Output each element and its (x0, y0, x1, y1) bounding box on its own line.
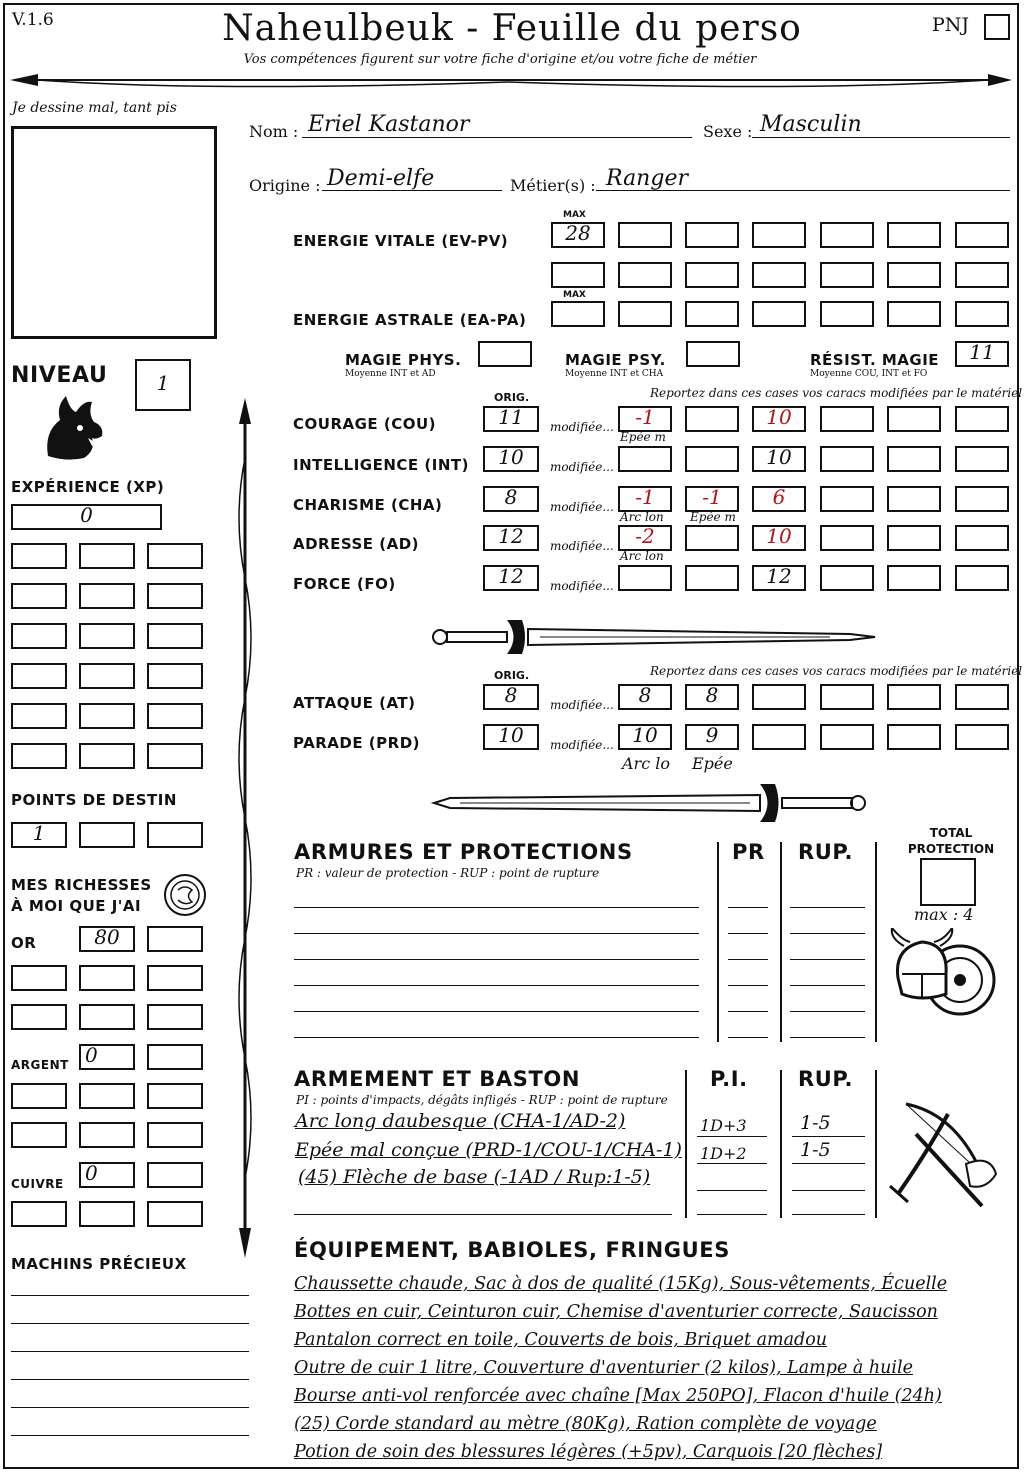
ea-box[interactable] (955, 301, 1009, 327)
sword-icon (430, 612, 880, 662)
ev-box[interactable] (820, 262, 874, 288)
attaque-mod-box[interactable] (887, 684, 941, 710)
carac-label: FORCE (FO) (293, 575, 396, 593)
armor-line[interactable] (294, 933, 699, 934)
resist-magie-box[interactable]: 11 (955, 341, 1009, 367)
niveau-label: NIVEAU (11, 363, 108, 388)
helmet-shield-icon (888, 928, 998, 1023)
metier-line (596, 190, 1010, 191)
total-protection-label: TOTAL (929, 826, 973, 840)
modifie-label: modifiée... (550, 738, 614, 752)
carac-orig-box[interactable]: 12 (483, 525, 539, 551)
carac-mod-box[interactable] (820, 486, 874, 512)
cuivre-box[interactable] (79, 1201, 135, 1227)
weapons-divider (685, 1070, 687, 1218)
carac-mod-box[interactable]: -1 (618, 406, 672, 432)
weapons-pi-label: P.I. (710, 1067, 748, 1091)
equipment-title: ÉQUIPEMENT, BABIOLES, FRINGUES (294, 1238, 730, 1262)
weapon-rup-line (792, 1190, 865, 1191)
xp-box[interactable] (147, 703, 203, 729)
carac-mod-box[interactable]: 12 (752, 565, 806, 591)
armor-rup-label: RUP. (798, 840, 854, 864)
weapon-line[interactable] (294, 1214, 672, 1215)
combat-note: Arc lo (622, 754, 670, 773)
armor-pr-line[interactable] (728, 1011, 768, 1012)
modifie-label: modifiée... (550, 420, 614, 434)
ev-box[interactable] (618, 262, 672, 288)
modifie-label: modifiée... (550, 500, 614, 514)
argent-box[interactable] (147, 1083, 203, 1109)
armor-line[interactable] (294, 1037, 699, 1038)
or-box[interactable] (79, 1004, 135, 1030)
attaque-mod-box[interactable]: 8 (618, 684, 672, 710)
armor-line[interactable] (294, 959, 699, 960)
version-label: V.1.6 (12, 10, 54, 30)
attaque-mod-box[interactable]: 8 (685, 684, 739, 710)
header-spear-divider (8, 66, 1016, 94)
total-protection-box[interactable] (920, 858, 976, 906)
armor-pr-line[interactable] (728, 985, 768, 986)
precious-line[interactable] (11, 1379, 249, 1380)
ev-box[interactable] (955, 262, 1009, 288)
weapons-divider (780, 1070, 782, 1218)
carac-mod-box[interactable] (685, 525, 739, 551)
crossed-weapons-icon (886, 1094, 998, 1214)
carac-mod-box[interactable] (820, 406, 874, 432)
precious-line[interactable] (11, 1407, 249, 1408)
ev-box[interactable] (955, 222, 1009, 248)
portrait-caption: Je dessine mal, tant pis (12, 100, 177, 116)
modifie-label: modifiée... (550, 460, 614, 474)
carac-mod-box[interactable] (887, 525, 941, 551)
sexe-label: Sexe : (703, 122, 753, 141)
ev-box[interactable] (820, 222, 874, 248)
armor-divider (875, 842, 877, 1042)
xp-box[interactable] (147, 583, 203, 609)
magie-phys-sub: Moyenne INT et AD (345, 369, 436, 379)
carac-mod-box[interactable] (618, 565, 672, 591)
armor-pr-label: PR (732, 840, 765, 864)
caracs-report-note: Reportez dans ces cases vos caracs modifiées par le matériel (650, 386, 1023, 400)
armor-pr-line[interactable] (728, 933, 768, 934)
equipment-line[interactable]: Bourse anti-vol renforcée avec chaîne [Max 250PO], Flacon d'huile (24h) (294, 1386, 942, 1406)
portrait-frame[interactable] (11, 126, 217, 339)
equipment-line[interactable]: Chaussette chaude, Sac à dos de qualité (15Kg), Sous-vêtements, Écuelle (294, 1274, 948, 1294)
carac-mod-box[interactable] (887, 486, 941, 512)
xp-box[interactable] (79, 543, 135, 569)
ea-max-box[interactable] (551, 301, 605, 327)
destin-box[interactable]: 1 (11, 822, 67, 848)
ev-box[interactable] (685, 222, 739, 248)
weapons-divider (875, 1070, 877, 1218)
or-box[interactable] (79, 965, 135, 991)
or-box[interactable]: 80 (79, 926, 135, 952)
xp-box[interactable] (79, 623, 135, 649)
armor-line[interactable] (294, 907, 699, 908)
or-label: OR (11, 934, 37, 952)
carac-label: ADRESSE (AD) (293, 535, 420, 553)
carac-mod-box[interactable] (685, 446, 739, 472)
ev-box[interactable] (752, 222, 806, 248)
carac-label: COURAGE (COU) (293, 415, 437, 433)
armor-line[interactable] (294, 985, 699, 986)
argent-label: ARGENT (11, 1058, 69, 1072)
equipment-line[interactable]: Potion de soin des blessures légères (+5pv), Carquois [20 flèches] (294, 1442, 883, 1462)
weapon-pi-line (697, 1136, 767, 1137)
armor-line[interactable] (294, 1011, 699, 1012)
weapons-title: ARMEMENT ET BASTON (294, 1067, 581, 1091)
destin-box[interactable] (147, 822, 203, 848)
total-protection-label: PROTECTION (907, 842, 995, 856)
cuivre-box[interactable]: 0 (79, 1162, 135, 1188)
equipment-line[interactable]: (25) Corde standard au mètre (80Kg), Ration complète de voyage (294, 1414, 877, 1434)
parade-mod-box[interactable]: 10 (618, 724, 672, 750)
destin-label: POINTS DE DESTIN (11, 791, 177, 809)
subtitle: Vos compétences figurent sur votre fiche d'origine et/ou votre fiche de métier (243, 52, 757, 67)
coin-icon (162, 872, 208, 918)
ev-box[interactable] (618, 222, 672, 248)
nom-value[interactable]: Eriel Kastanor (308, 112, 470, 137)
modifie-label: modifiée... (550, 539, 614, 553)
precious-line[interactable] (11, 1435, 249, 1436)
xp-box[interactable] (11, 663, 67, 689)
combat-note: Epée (692, 754, 733, 773)
ea-box[interactable] (618, 301, 672, 327)
armor-divider (717, 842, 719, 1042)
resist-magie-sub: Moyenne COU, INT et FO (810, 369, 928, 379)
carac-mod-box[interactable] (685, 406, 739, 432)
cuivre-box[interactable] (147, 1201, 203, 1227)
xp-box[interactable] (11, 543, 67, 569)
carac-mod-box[interactable] (955, 525, 1009, 551)
weapon-pi[interactable]: 1D+3 (700, 1116, 747, 1135)
combat-report-note: Reportez dans ces cases vos caracs modifiées par le matériel (650, 664, 1023, 678)
or-box[interactable] (11, 965, 67, 991)
ea-box[interactable] (752, 301, 806, 327)
magie-psy-label: MAGIE PSY. (565, 351, 666, 369)
weapon-pi-line (697, 1190, 767, 1191)
magie-psy-box[interactable] (686, 341, 740, 367)
carac-mod-box[interactable] (955, 565, 1009, 591)
or-box[interactable] (147, 965, 203, 991)
ea-box[interactable] (685, 301, 739, 327)
armor-rup-line[interactable] (790, 959, 865, 960)
resist-magie-label: RÉSIST. MAGIE (810, 351, 940, 369)
equipment-line[interactable]: Pantalon correct en toile, Couverts de bois, Briquet amadou (294, 1330, 828, 1350)
carac-mod-box[interactable]: 10 (752, 406, 806, 432)
parade-mod-box[interactable]: 9 (685, 724, 739, 750)
ev-label: ENERGIE VITALE (EV-PV) (293, 232, 509, 250)
xp-box[interactable] (147, 543, 203, 569)
carac-mod-box[interactable]: -2 (618, 525, 672, 551)
xp-box[interactable] (147, 663, 203, 689)
weapon-name[interactable]: Epée mal conçue (PRD-1/COU-1/CHA-1) (295, 1139, 682, 1161)
carac-mod-box[interactable] (955, 446, 1009, 472)
armor-divider (780, 842, 782, 1042)
magie-phys-label: MAGIE PHYS. (345, 351, 462, 369)
metier-label: Métier(s) : (510, 176, 596, 195)
nom-line (302, 137, 692, 138)
max-note: max : 4 (914, 905, 974, 924)
carac-mod-box[interactable]: -1 (618, 486, 672, 512)
xp-box[interactable] (79, 663, 135, 689)
carac-mod-box[interactable] (685, 565, 739, 591)
carac-mod-box[interactable]: 10 (752, 525, 806, 551)
metier-value[interactable]: Ranger (606, 166, 688, 191)
ea-box[interactable] (820, 301, 874, 327)
carac-orig-box[interactable]: 11 (483, 406, 539, 432)
or-box[interactable] (11, 1004, 67, 1030)
carac-mod-box[interactable] (955, 406, 1009, 432)
or-box[interactable] (147, 1004, 203, 1030)
ea-box[interactable] (887, 301, 941, 327)
argent-box[interactable] (11, 1122, 67, 1148)
destin-box[interactable] (79, 822, 135, 848)
carac-mod-note: Arc lon (620, 510, 664, 524)
weapon-name[interactable]: Arc long daubesque (CHA-1/AD-2) (295, 1110, 626, 1132)
parade-mod-box[interactable] (955, 724, 1009, 750)
carac-mod-note: Arc lon (620, 549, 664, 563)
weapon-pi-line (697, 1163, 767, 1164)
argent-box[interactable] (79, 1083, 135, 1109)
spear-decoration (230, 398, 260, 1258)
combat-orig-label: ORIG. (494, 669, 530, 682)
armor-rup-line[interactable] (790, 933, 865, 934)
argent-box[interactable]: 0 (79, 1044, 135, 1070)
precious-line[interactable] (11, 1351, 249, 1352)
argent-box[interactable] (147, 1122, 203, 1148)
sheet-title: Naheulbeuk - Feuille du perso (222, 8, 802, 49)
carac-mod-box[interactable] (955, 486, 1009, 512)
xp-box[interactable] (79, 583, 135, 609)
armor-sub: PR : valeur de protection - RUP : point de rupture (296, 866, 600, 880)
armor-title: ARMURES ET PROTECTIONS (294, 840, 633, 864)
carac-orig-box[interactable]: 10 (483, 446, 539, 472)
machins-label: MACHINS PRÉCIEUX (11, 1255, 187, 1273)
xp-box[interactable] (11, 743, 67, 769)
attaque-mod-box[interactable] (955, 684, 1009, 710)
xp-box[interactable] (11, 583, 67, 609)
carac-orig-box[interactable]: 12 (483, 565, 539, 591)
attaque-mod-box[interactable] (752, 684, 806, 710)
carac-mod-box[interactable] (887, 446, 941, 472)
richesses-label-1: MES RICHESSES (11, 876, 152, 894)
sword-icon (430, 778, 870, 828)
pnj-checkbox[interactable] (984, 14, 1010, 40)
weapon-name[interactable]: (45) Flèche de base (-1AD / Rup:1-5) (298, 1166, 651, 1188)
carac-mod-box[interactable] (887, 565, 941, 591)
niveau-box[interactable]: 1 (135, 359, 191, 411)
attaque-label: ATTAQUE (AT) (293, 694, 416, 712)
xp-box[interactable] (11, 703, 67, 729)
ev-max-label: MAX (563, 210, 586, 220)
ev-box[interactable] (887, 262, 941, 288)
weapon-rup[interactable]: 1-5 (800, 1112, 831, 1134)
carac-mod-box[interactable] (820, 446, 874, 472)
parade-mod-box[interactable] (887, 724, 941, 750)
argent-box[interactable] (147, 1044, 203, 1070)
armor-rup-line[interactable] (790, 985, 865, 986)
magie-psy-sub: Moyenne INT et CHA (565, 369, 664, 379)
modifie-label: modifiée... (550, 579, 614, 593)
parade-mod-box[interactable] (820, 724, 874, 750)
attaque-mod-box[interactable] (820, 684, 874, 710)
precious-line[interactable] (11, 1295, 249, 1296)
carac-mod-note: Epée m (620, 430, 666, 444)
carac-mod-box[interactable] (820, 525, 874, 551)
weapon-rup[interactable]: 1-5 (800, 1139, 831, 1161)
xp-box[interactable] (147, 623, 203, 649)
equipment-line[interactable]: Outre de cuir 1 litre, Couverture d'aventurier (2 kilos), Lampe à huile (294, 1358, 913, 1378)
or-box[interactable] (147, 926, 203, 952)
ea-max-label: MAX (563, 290, 586, 300)
origine-label: Origine : (249, 176, 321, 195)
ea-label: ENERGIE ASTRALE (EA-PA) (293, 311, 527, 329)
armor-pr-line[interactable] (728, 959, 768, 960)
xp-box[interactable] (147, 743, 203, 769)
precious-line[interactable] (11, 1323, 249, 1324)
richesses-label-2: À MOI QUE J'AI (11, 897, 142, 915)
carac-orig-box[interactable]: 8 (483, 486, 539, 512)
origine-value[interactable]: Demi-elfe (327, 166, 435, 191)
carac-mod-box[interactable] (820, 565, 874, 591)
cuivre-label: CUIVRE (11, 1177, 64, 1191)
argent-box[interactable] (11, 1083, 67, 1109)
carac-mod-box[interactable] (618, 446, 672, 472)
weapon-rup-line (792, 1163, 865, 1164)
parade-label: PARADE (PRD) (293, 734, 421, 752)
ev-box[interactable] (887, 222, 941, 248)
origine-line (322, 190, 502, 191)
nom-label: Nom : (249, 122, 299, 141)
carac-mod-box[interactable]: 6 (752, 486, 806, 512)
carac-mod-box[interactable]: 10 (752, 446, 806, 472)
sexe-line (752, 137, 1010, 138)
armor-rup-line[interactable] (790, 1011, 865, 1012)
weapon-rup-line (792, 1214, 865, 1215)
weapon-rup-line (792, 1136, 865, 1137)
xp-label: EXPÉRIENCE (XP) (11, 478, 165, 496)
equipment-line[interactable]: Bottes en cuir, Ceinturon cuir, Chemise d'aventurier correcte, Saucisson (294, 1302, 938, 1322)
carac-mod-box[interactable] (887, 406, 941, 432)
weapon-pi-line (697, 1214, 767, 1215)
parade-mod-box[interactable] (752, 724, 806, 750)
carac-mod-note: Epée m (690, 510, 736, 524)
modifie-label: modifiée... (550, 698, 614, 712)
weapons-rup-label: RUP. (798, 1067, 854, 1091)
carac-mod-box[interactable]: -1 (685, 486, 739, 512)
ev-box[interactable] (685, 262, 739, 288)
parade-orig-box[interactable]: 10 (483, 724, 539, 750)
carac-label: INTELLIGENCE (INT) (293, 456, 469, 474)
magie-phys-box[interactable] (478, 341, 532, 367)
pnj-label: PNJ (932, 14, 970, 36)
armor-pr-line[interactable] (728, 907, 768, 908)
dragon-icon (40, 392, 106, 464)
xp-box[interactable] (11, 623, 67, 649)
carac-label: CHARISME (CHA) (293, 496, 443, 514)
xp-box[interactable] (79, 743, 135, 769)
armor-pr-line[interactable] (728, 1037, 768, 1038)
xp-box[interactable] (79, 703, 135, 729)
orig-label: ORIG. (494, 391, 530, 404)
xp-box[interactable]: 0 (11, 504, 162, 530)
weapons-sub: PI : points d'impacts, dégâts infligés - RUP : point de rupture (296, 1093, 668, 1107)
ev-max-box[interactable]: 28 (551, 222, 605, 248)
argent-box[interactable] (79, 1122, 135, 1148)
weapon-pi[interactable]: 1D+2 (700, 1144, 747, 1163)
armor-rup-line[interactable] (790, 907, 865, 908)
ev-box[interactable] (752, 262, 806, 288)
cuivre-box[interactable] (11, 1201, 67, 1227)
sexe-value[interactable]: Masculin (760, 112, 862, 137)
ev-box[interactable] (551, 262, 605, 288)
armor-rup-line[interactable] (790, 1037, 865, 1038)
cuivre-box[interactable] (147, 1162, 203, 1188)
attaque-orig-box[interactable]: 8 (483, 684, 539, 710)
